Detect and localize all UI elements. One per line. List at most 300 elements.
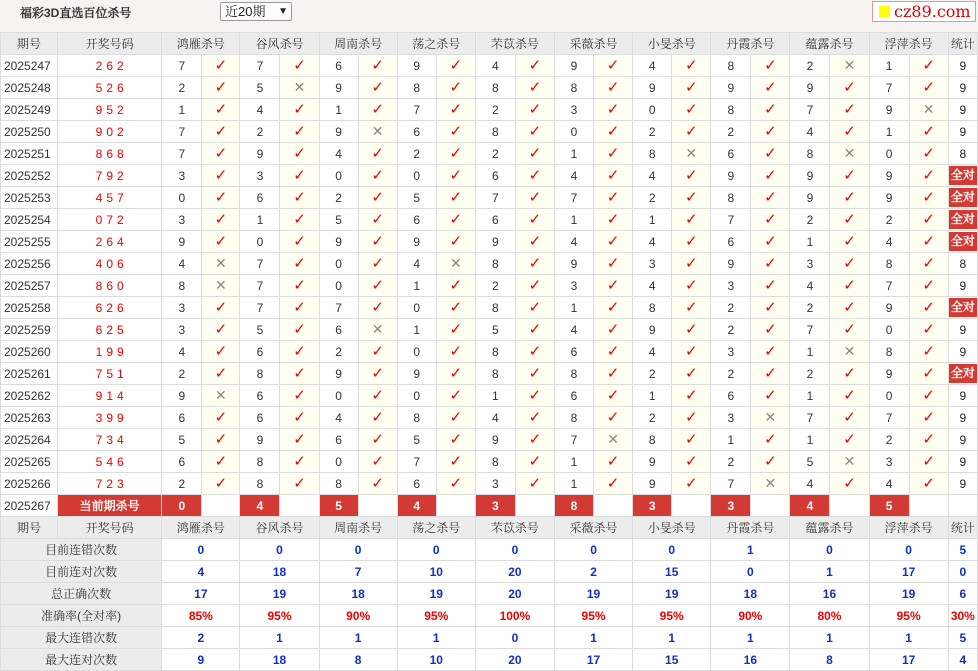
result-cell — [436, 429, 475, 451]
check-icon: ✓ — [843, 387, 856, 404]
stats-value: 1 — [711, 627, 790, 649]
stats-value: 95% — [397, 605, 475, 627]
result-cell — [280, 319, 319, 341]
stats-value: 0 — [397, 539, 475, 561]
check-icon: ✓ — [528, 233, 542, 250]
current-kill-number: 4 — [397, 495, 436, 517]
result-cell — [672, 429, 711, 451]
kill-number: 5 — [240, 77, 280, 99]
cross-icon: ✕ — [215, 255, 227, 271]
result-cell — [830, 407, 869, 429]
stats-value: 15 — [633, 561, 711, 583]
kill-number: 1 — [633, 209, 672, 231]
kill-number: 8 — [475, 451, 515, 473]
kill-number: 4 — [319, 407, 358, 429]
header-row — [1, 33, 978, 55]
stats-value: 0 — [869, 539, 948, 561]
kill-number: 6 — [240, 385, 280, 407]
kill-number: 9 — [869, 165, 909, 187]
stat-cell: 9 — [948, 429, 977, 451]
check-icon: ✓ — [214, 123, 228, 140]
current-empty — [515, 495, 554, 517]
result-cell — [909, 319, 948, 341]
check-icon: ✓ — [371, 233, 384, 250]
kill-number: 2 — [319, 187, 358, 209]
check-icon: ✓ — [214, 79, 228, 96]
result-cell — [909, 99, 948, 121]
kill-number: 4 — [162, 253, 202, 275]
period-cell: 2025265 — [1, 451, 58, 473]
stats-value: 95% — [240, 605, 319, 627]
kill-number: 6 — [711, 231, 751, 253]
current-kill-number: 0 — [162, 495, 202, 517]
stats-row — [1, 605, 978, 627]
stats-value: 0 — [319, 539, 397, 561]
result-cell — [672, 231, 711, 253]
result-cell — [358, 451, 397, 473]
kill-number: 2 — [711, 121, 751, 143]
stats-label: 准确率(全对率) — [1, 605, 162, 627]
result-cell — [436, 121, 475, 143]
result-cell — [672, 209, 711, 231]
check-icon: ✓ — [764, 277, 777, 294]
kill-number: 6 — [711, 143, 751, 165]
col-expert-9: 蕴露杀号 — [790, 33, 869, 55]
stats-value: 20 — [475, 583, 554, 605]
result-cell — [830, 77, 869, 99]
check-icon: ✓ — [214, 431, 228, 448]
check-icon: ✓ — [922, 123, 935, 140]
stats-value: 100% — [475, 605, 554, 627]
stats-value: 1 — [633, 627, 711, 649]
check-icon: ✓ — [922, 167, 935, 184]
all-correct-badge: 全对 — [949, 210, 977, 229]
col-stat: 统计 — [948, 517, 977, 539]
stats-value: 0 — [790, 539, 869, 561]
check-icon: ✓ — [843, 123, 856, 140]
check-icon: ✓ — [214, 343, 228, 360]
stats-value: 90% — [711, 605, 790, 627]
check-icon: ✓ — [528, 211, 542, 228]
current-empty — [909, 495, 948, 517]
result-cell — [280, 99, 319, 121]
kill-number: 9 — [869, 363, 909, 385]
page-title: 福彩3D直选百位杀号 — [20, 6, 132, 20]
check-icon: ✓ — [606, 255, 620, 272]
result-cell — [594, 385, 633, 407]
kill-number: 2 — [790, 209, 830, 231]
result-cell — [830, 55, 869, 77]
cross-icon: ✕ — [843, 343, 856, 359]
all-correct-badge: 全对 — [949, 364, 977, 383]
result-cell — [515, 363, 554, 385]
kill-number: 3 — [240, 165, 280, 187]
kill-number: 6 — [397, 121, 436, 143]
stat-cell: 9 — [948, 407, 977, 429]
check-icon: ✓ — [922, 233, 935, 250]
kill-number: 9 — [633, 473, 672, 495]
kill-number: 1 — [790, 385, 830, 407]
kill-number: 9 — [554, 253, 593, 275]
period-cell: 2025249 — [1, 99, 58, 121]
kill-number: 3 — [554, 275, 593, 297]
kill-number: 1 — [790, 231, 830, 253]
stats-value: 95% — [869, 605, 948, 627]
kill-number: 4 — [475, 55, 515, 77]
check-icon: ✓ — [606, 387, 620, 404]
check-icon: ✓ — [606, 211, 620, 228]
check-icon: ✓ — [606, 167, 620, 184]
kill-number: 7 — [790, 319, 830, 341]
period-cell: 2025267 — [1, 495, 58, 517]
result-cell — [436, 473, 475, 495]
stats-label: 目前连对次数 — [1, 561, 162, 583]
check-icon: ✓ — [449, 299, 463, 316]
result-cell — [280, 55, 319, 77]
period-cell: 2025256 — [1, 253, 58, 275]
kill-number: 6 — [240, 341, 280, 363]
check-icon: ✓ — [214, 409, 228, 426]
check-icon: ✓ — [606, 299, 620, 316]
result-cell — [751, 187, 790, 209]
check-icon: ✓ — [922, 57, 935, 74]
stats-total: 4 — [948, 649, 977, 671]
result-cell — [515, 121, 554, 143]
check-icon: ✓ — [371, 211, 384, 228]
kill-number: 2 — [711, 451, 751, 473]
result-cell — [594, 297, 633, 319]
period-select[interactable] — [220, 2, 292, 21]
kill-number: 7 — [790, 99, 830, 121]
kill-number: 9 — [240, 143, 280, 165]
check-icon: ✓ — [449, 321, 463, 338]
check-icon: ✓ — [764, 299, 777, 316]
kill-number: 4 — [475, 407, 515, 429]
result-cell — [280, 231, 319, 253]
cross-icon: ✕ — [764, 475, 777, 491]
result-cell — [672, 99, 711, 121]
check-icon: ✓ — [684, 387, 698, 404]
kill-number: 1 — [554, 297, 593, 319]
kill-number: 0 — [397, 341, 436, 363]
kill-number: 8 — [633, 429, 672, 451]
result-cell — [358, 253, 397, 275]
table-row — [1, 363, 978, 385]
kill-number: 9 — [319, 363, 358, 385]
col-expert-10: 浮萍杀号 — [869, 517, 948, 539]
result-cell — [909, 275, 948, 297]
result-cell — [515, 77, 554, 99]
draw-number: 546 — [58, 451, 162, 473]
kill-number: 7 — [554, 187, 593, 209]
check-icon: ✓ — [606, 57, 620, 74]
kill-number: 2 — [240, 121, 280, 143]
check-icon: ✓ — [293, 343, 306, 360]
check-icon: ✓ — [293, 211, 306, 228]
check-icon: ✓ — [843, 101, 856, 118]
kill-number: 9 — [869, 297, 909, 319]
kill-number: 8 — [869, 341, 909, 363]
kill-number: 7 — [554, 429, 593, 451]
kill-number: 6 — [319, 429, 358, 451]
result-cell — [358, 187, 397, 209]
table-row — [1, 275, 978, 297]
stats-value: 0 — [475, 627, 554, 649]
period-select-value: 近20期 — [225, 4, 266, 19]
kill-number: 8 — [162, 275, 202, 297]
result-cell — [594, 231, 633, 253]
result-cell — [751, 341, 790, 363]
result-cell — [202, 341, 240, 363]
kill-number: 2 — [633, 187, 672, 209]
result-cell — [358, 165, 397, 187]
result-cell — [594, 451, 633, 473]
result-cell — [436, 143, 475, 165]
result-cell — [672, 451, 711, 473]
check-icon: ✓ — [606, 123, 620, 140]
stats-value: 19 — [397, 583, 475, 605]
draw-number: 457 — [58, 187, 162, 209]
check-icon: ✓ — [606, 409, 620, 426]
check-icon: ✓ — [764, 145, 777, 162]
result-cell — [280, 451, 319, 473]
result-cell — [830, 473, 869, 495]
result-cell — [830, 319, 869, 341]
stats-value: 95% — [633, 605, 711, 627]
result-cell — [672, 473, 711, 495]
kill-number: 1 — [240, 209, 280, 231]
col-period: 期号 — [1, 33, 58, 55]
check-icon: ✓ — [843, 233, 856, 250]
kill-number: 7 — [162, 121, 202, 143]
check-icon: ✓ — [843, 167, 856, 184]
check-icon: ✓ — [214, 365, 228, 382]
kill-number: 0 — [869, 385, 909, 407]
draw-number: 914 — [58, 385, 162, 407]
stats-value: 9 — [162, 649, 240, 671]
check-icon: ✓ — [528, 145, 542, 162]
check-icon: ✓ — [843, 365, 856, 382]
check-icon: ✓ — [922, 365, 935, 382]
result-cell — [515, 165, 554, 187]
check-icon: ✓ — [606, 189, 620, 206]
result-cell — [436, 99, 475, 121]
period-cell: 2025264 — [1, 429, 58, 451]
kill-number: 8 — [711, 187, 751, 209]
result-cell — [358, 143, 397, 165]
stat-cell: 9 — [948, 77, 977, 99]
current-empty — [594, 495, 633, 517]
table-row — [1, 165, 978, 187]
kill-number: 2 — [869, 209, 909, 231]
kill-number: 9 — [475, 429, 515, 451]
table-row — [1, 187, 978, 209]
stats-value: 0 — [633, 539, 711, 561]
kill-number: 2 — [397, 143, 436, 165]
stat-cell: 9 — [948, 451, 977, 473]
current-empty — [672, 495, 711, 517]
check-icon: ✓ — [528, 409, 542, 426]
result-cell — [202, 209, 240, 231]
col-expert-3: 周南杀号 — [319, 517, 397, 539]
stats-value: 2 — [554, 561, 632, 583]
kill-number: 8 — [554, 363, 593, 385]
site-logo[interactable] — [872, 1, 976, 22]
result-cell — [358, 385, 397, 407]
kill-number: 8 — [633, 143, 672, 165]
result-cell — [909, 297, 948, 319]
check-icon: ✓ — [214, 321, 228, 338]
kill-number: 9 — [319, 231, 358, 253]
result-cell — [830, 275, 869, 297]
check-icon: ✓ — [684, 409, 698, 426]
check-icon: ✓ — [449, 365, 463, 382]
cross-icon: ✕ — [843, 453, 856, 469]
stats-value: 0 — [240, 539, 319, 561]
cross-icon: ✕ — [685, 145, 698, 161]
check-icon: ✓ — [528, 365, 542, 382]
result-cell — [751, 121, 790, 143]
stats-total: 0 — [948, 561, 977, 583]
check-icon: ✓ — [449, 167, 463, 184]
check-icon: ✓ — [371, 189, 384, 206]
check-icon: ✓ — [684, 57, 698, 74]
kill-number: 2 — [475, 99, 515, 121]
result-cell — [202, 407, 240, 429]
check-icon: ✓ — [528, 387, 542, 404]
check-icon: ✓ — [449, 57, 463, 74]
kill-number: 7 — [240, 297, 280, 319]
stat-cell: 9 — [948, 121, 977, 143]
check-icon: ✓ — [371, 453, 384, 470]
kill-number: 3 — [162, 165, 202, 187]
all-correct-badge: 全对 — [949, 188, 977, 207]
current-kill-number: 3 — [633, 495, 672, 517]
kill-number: 5 — [162, 429, 202, 451]
check-icon: ✓ — [764, 79, 777, 96]
stats-label: 目前连错次数 — [1, 539, 162, 561]
kill-number: 9 — [633, 77, 672, 99]
cross-icon: ✕ — [764, 409, 777, 425]
kill-number: 9 — [397, 363, 436, 385]
check-icon: ✓ — [528, 277, 542, 294]
check-icon: ✓ — [528, 79, 542, 96]
header-row — [1, 517, 978, 539]
stats-row — [1, 583, 978, 605]
check-icon: ✓ — [922, 475, 935, 492]
result-cell — [594, 429, 633, 451]
check-icon: ✓ — [684, 233, 698, 250]
cross-icon: ✕ — [607, 431, 619, 447]
col-expert-1: 鸿雁杀号 — [162, 33, 240, 55]
kill-number: 3 — [711, 407, 751, 429]
result-cell — [751, 363, 790, 385]
check-icon: ✓ — [843, 299, 856, 316]
stats-label: 最大连对次数 — [1, 649, 162, 671]
period-cell: 2025252 — [1, 165, 58, 187]
current-empty — [830, 495, 869, 517]
period-cell: 2025257 — [1, 275, 58, 297]
cross-icon: ✕ — [293, 79, 306, 95]
kill-number: 2 — [162, 363, 202, 385]
check-icon: ✓ — [606, 277, 620, 294]
result-cell — [909, 143, 948, 165]
check-icon: ✓ — [606, 79, 620, 96]
check-icon: ✓ — [843, 431, 856, 448]
result-cell — [280, 165, 319, 187]
kill-number: 4 — [397, 253, 436, 275]
result-cell — [436, 187, 475, 209]
result-cell — [909, 187, 948, 209]
stat-cell: 9 — [948, 385, 977, 407]
draw-number: 625 — [58, 319, 162, 341]
stats-value: 18 — [240, 561, 319, 583]
table-row — [1, 231, 978, 253]
table-row — [1, 451, 978, 473]
check-icon: ✓ — [684, 123, 698, 140]
check-icon: ✓ — [922, 79, 935, 96]
draw-number: 262 — [58, 55, 162, 77]
table-row — [1, 319, 978, 341]
check-icon: ✓ — [371, 167, 384, 184]
check-icon: ✓ — [449, 123, 463, 140]
kill-number: 8 — [554, 77, 593, 99]
result-cell — [515, 451, 554, 473]
col-draw: 开奖号码 — [58, 517, 162, 539]
kill-number: 9 — [162, 385, 202, 407]
check-icon: ✓ — [371, 299, 384, 316]
period-cell: 2025260 — [1, 341, 58, 363]
check-icon: ✓ — [293, 101, 306, 118]
check-icon: ✓ — [764, 167, 777, 184]
kill-number: 1 — [319, 99, 358, 121]
check-icon: ✓ — [843, 277, 856, 294]
result-cell — [830, 143, 869, 165]
table-row — [1, 55, 978, 77]
kill-number: 8 — [554, 407, 593, 429]
kill-number: 0 — [240, 231, 280, 253]
check-icon: ✓ — [528, 255, 542, 272]
check-icon: ✓ — [293, 167, 306, 184]
all-correct-badge: 全对 — [949, 298, 977, 317]
stats-value: 0 — [711, 561, 790, 583]
kill-number: 7 — [711, 209, 751, 231]
kill-number: 0 — [397, 297, 436, 319]
kill-number: 0 — [397, 385, 436, 407]
check-icon: ✓ — [684, 79, 698, 96]
kill-number: 2 — [475, 275, 515, 297]
kill-number: 1 — [397, 275, 436, 297]
check-icon: ✓ — [293, 57, 306, 74]
all-correct-badge: 全对 — [949, 166, 977, 185]
kill-number: 1 — [790, 341, 830, 363]
result-cell — [515, 143, 554, 165]
check-icon: ✓ — [371, 365, 384, 382]
check-icon: ✓ — [528, 101, 542, 118]
result-cell — [751, 451, 790, 473]
stats-value: 17 — [162, 583, 240, 605]
kill-number: 0 — [319, 275, 358, 297]
kill-number: 2 — [869, 429, 909, 451]
check-icon: ✓ — [214, 475, 228, 492]
result-cell — [672, 121, 711, 143]
result-cell — [672, 187, 711, 209]
check-icon: ✓ — [371, 255, 384, 272]
kill-number: 2 — [790, 297, 830, 319]
period-cell: 2025266 — [1, 473, 58, 495]
check-icon: ✓ — [606, 475, 620, 492]
result-cell — [202, 231, 240, 253]
